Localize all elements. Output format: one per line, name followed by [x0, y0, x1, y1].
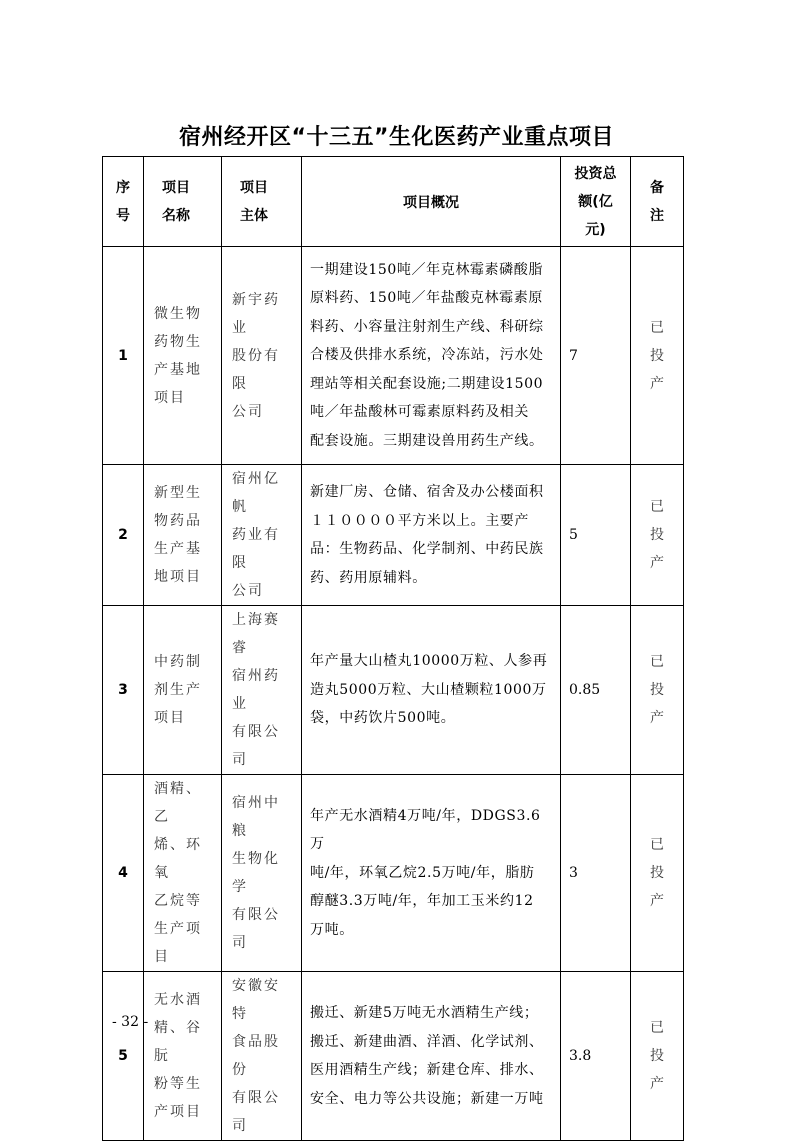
- header-note: 备 注: [631, 157, 684, 247]
- header-name: 项目 名称: [144, 157, 222, 247]
- table-header-row: [103, 157, 684, 247]
- row-investment: 3.8: [561, 972, 631, 1141]
- row-investment: 0.85: [561, 606, 631, 775]
- row-name: 酒精、乙 烯、环氧 乙烷等 生产项 目: [144, 775, 222, 972]
- page-number: - 32 -: [112, 1014, 149, 1030]
- row-entity: 宿州亿帆 药业有限 公司: [222, 465, 302, 606]
- table-row: [103, 247, 684, 465]
- row-note: 已 投 产: [631, 465, 684, 606]
- row-entity: 新宇药业 股份有限 公司: [222, 247, 302, 465]
- row-seq: 2: [103, 465, 144, 606]
- row-seq: 1: [103, 247, 144, 465]
- row-seq: 4: [103, 775, 144, 972]
- header-entity: 项目 主体: [222, 157, 302, 247]
- row-overview: 年产量大山楂丸10000万粒、人参再 造丸5000万粒、大山楂颗粒1000万 袋，中药饮片500吨。: [302, 606, 561, 775]
- table-row: [103, 775, 684, 972]
- row-name: 中药制 剂生产 项目: [144, 606, 222, 775]
- row-investment: 3: [561, 775, 631, 972]
- header-seq: 序 号: [103, 157, 144, 247]
- row-overview: 年产无水酒精4万吨/年，DDGS3.6万 吨/年，环氧乙烷2.5万吨/年，脂肪 醇醚3.3万吨/年，年加工玉米约12 万吨。: [302, 775, 561, 972]
- row-overview: 一期建设150吨／年克林霉素磷酸脂 原料药、150吨／年盐酸克林霉素原 料药、小容量注射剂生产线、科研综 合楼及供排水系统，冷冻站，污水处 理站等相关配套设施;二期建设1500 吨／年盐酸林可霉素原料药及相关 配套设施。三期建设兽用药生产线。: [302, 247, 561, 465]
- row-note: 已 投 产: [631, 775, 684, 972]
- row-name: 无水酒 精、谷朊 粉等生 产项目: [144, 972, 222, 1141]
- row-investment: 7: [561, 247, 631, 465]
- projects-table: [102, 156, 684, 1141]
- row-overview: 新建厂房、仓储、宿舍及办公楼面积 １１００００平方米以上。主要产 品：生物药品、化学制剂、中药民族 药、药用原辅料。: [302, 465, 561, 606]
- header-investment: 投资总 额(亿 元): [561, 157, 631, 247]
- page-title: 宿州经开区“十三五”生化医药产业重点项目: [179, 125, 614, 150]
- row-seq: 3: [103, 606, 144, 775]
- row-seq: 5: [103, 972, 144, 1141]
- row-entity: 上海赛睿 宿州药业 有限公司: [222, 606, 302, 775]
- row-note: 已 投 产: [631, 247, 684, 465]
- table-row: [103, 606, 684, 775]
- row-entity: 宿州中粮 生物化学 有限公司: [222, 775, 302, 972]
- table-row: [103, 972, 684, 1141]
- table-row: [103, 465, 684, 606]
- row-note: 已 投 产: [631, 606, 684, 775]
- row-name: 微生物 药物生 产基地 项目: [144, 247, 222, 465]
- row-name: 新型生 物药品 生产基 地项目: [144, 465, 222, 606]
- row-note: 已 投 产: [631, 972, 684, 1141]
- row-entity: 安徽安特 食品股份 有限公司: [222, 972, 302, 1141]
- row-investment: 5: [561, 465, 631, 606]
- row-overview: 搬迁、新建5万吨无水酒精生产线； 搬迁、新建曲酒、洋酒、化学试剂、 医用酒精生产线；新建仓库、排水、 安全、电力等公共设施；新建一万吨: [302, 972, 561, 1141]
- header-overview: 项目概况: [302, 157, 561, 247]
